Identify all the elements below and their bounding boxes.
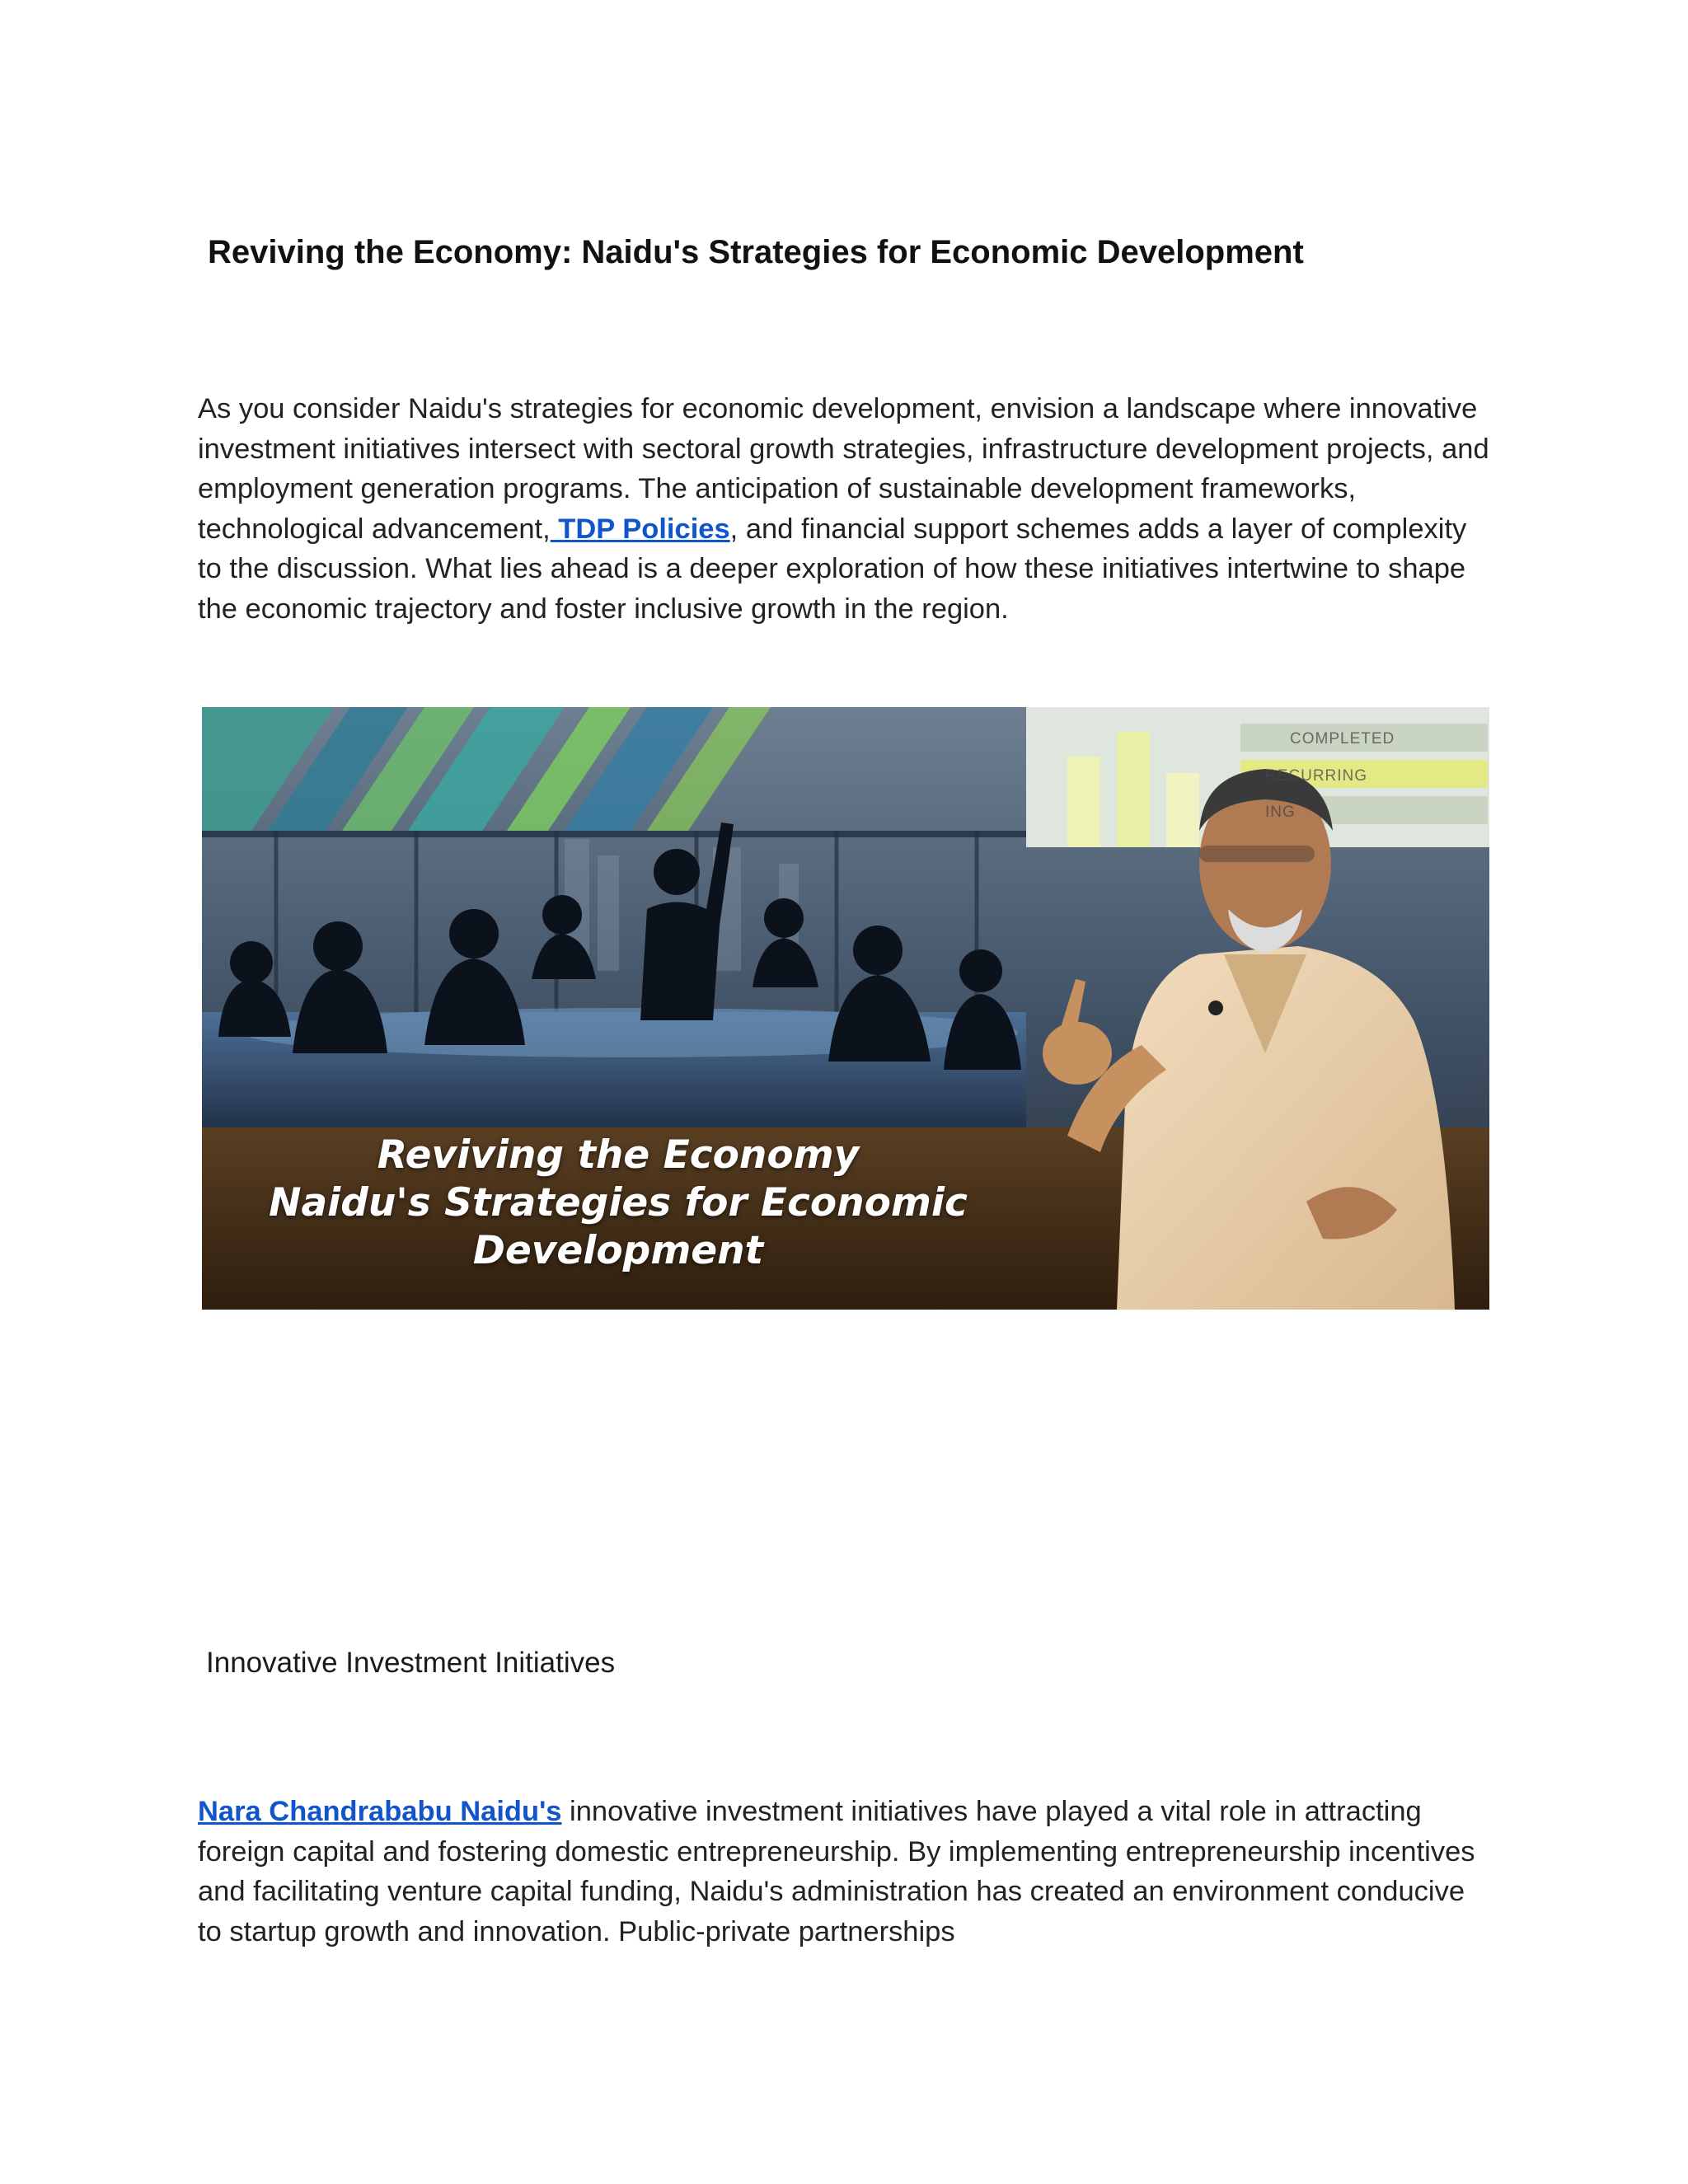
section-paragraph-text: innovative investment initiatives have played a vital role in attracting foreign capital and fostering domestic entrepreneurship. By implementing entrepreneurship incentives and facilitating venture capital funding, Naidu's administration has created an environment conducive to startup growth and innovation. Public-private partnerships [198, 1796, 1475, 1947]
intro-text-start: As you consider Naidu's strategies for economic development, envision a landscape where innovative investment initiatives intersect with sectoral growth strategies, infrastructure development projects, and employment generation programs. The anticipation of sustainable development frameworks, technological advancement, [198, 393, 1489, 545]
hero-caption [202, 1132, 1034, 1275]
page-title: Reviving the Economy: Naidu's Strategies for Economic Development [208, 234, 1304, 270]
hero-caption-line3: Development [472, 1228, 764, 1273]
board-label-ing: ING [1265, 804, 1296, 821]
board-label-completed: COMPLETED [1290, 730, 1395, 748]
hero-caption-line2: Naidu's Strategies for Economic [269, 1180, 968, 1226]
hero-image [202, 707, 1489, 1310]
section-heading: Innovative Investment Initiatives [206, 1647, 616, 1679]
intro-paragraph [198, 389, 1492, 629]
naidu-link[interactable]: Nara Chandrababu Naidu's [198, 1796, 562, 1827]
section-paragraph [198, 1792, 1492, 1952]
intro-text-end: , and financial support schemes adds a layer of complexity to the discussion. What lies ahead is a deeper exploration of how these initiatives intertwine to shape the economic trajectory and foster inclusive growth in the region. [198, 513, 1467, 625]
hero-caption-line1: Reviving the Economy [377, 1132, 860, 1178]
tdp-policies-link[interactable]: TDP Policies [550, 513, 730, 545]
board-label-recurring: RECURRING [1265, 767, 1368, 785]
